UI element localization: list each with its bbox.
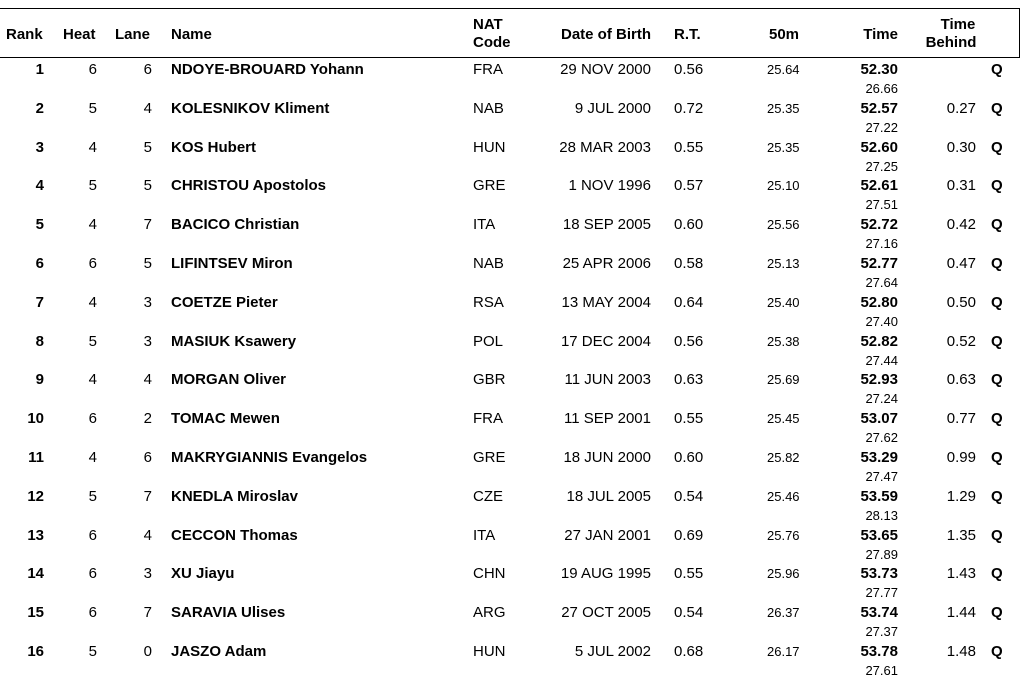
date-of-birth-cell: 18 JUN 2000	[563, 448, 651, 466]
lane-cell: 5	[143, 138, 152, 156]
table-row	[0, 368, 1020, 407]
rank-cell: 15	[27, 604, 44, 622]
date-of-birth-cell: 17 DEC 2004	[560, 332, 651, 350]
lane-cell: 4	[143, 526, 152, 544]
split-50m-cell: 25.13	[767, 255, 800, 271]
results-table-body	[0, 58, 1020, 679]
athlete-name-cell: MASIUK Ksawery	[171, 332, 297, 350]
split-50m-cell: 25.56	[767, 217, 800, 233]
lane-cell: 7	[143, 487, 152, 505]
final-time-cell: 53.78	[860, 642, 898, 660]
table-row	[0, 330, 1020, 369]
time-behind-cell: 0.47	[946, 254, 976, 272]
rank-cell: 3	[35, 138, 44, 156]
table-row	[0, 58, 1020, 97]
header-behind-line2: Behind	[925, 34, 977, 51]
qualified-mark: Q	[991, 99, 1003, 117]
second-split-cell: 27.77	[865, 585, 898, 601]
heat-cell: 5	[88, 332, 97, 350]
athlete-name-cell: NDOYE-BROUARD Yohann	[171, 61, 364, 78]
final-time-cell: 53.07	[860, 410, 898, 428]
final-time-cell: 53.29	[860, 448, 898, 466]
nat-code-cell: FRA	[473, 61, 503, 78]
header-behind-line1: Time	[940, 16, 976, 33]
reaction-time-cell: 0.68	[674, 642, 704, 660]
athlete-name-cell: KOS Hubert	[171, 138, 257, 156]
rank-cell: 16	[27, 642, 44, 660]
final-time-cell: 52.57	[860, 99, 898, 117]
final-time-cell: 52.77	[860, 254, 898, 272]
time-behind-cell: 1.43	[946, 565, 976, 583]
date-of-birth-cell: 28 MAR 2003	[559, 138, 651, 156]
reaction-time-cell: 0.63	[674, 371, 704, 389]
second-split-cell: 27.16	[865, 236, 898, 252]
athlete-name-cell: CHRISTOU Apostolos	[171, 177, 327, 195]
qualified-mark: Q	[991, 565, 1003, 583]
time-behind-cell: 1.44	[946, 604, 976, 622]
lane-cell: 6	[143, 61, 152, 78]
date-of-birth-cell: 18 SEP 2005	[562, 216, 651, 234]
qualified-mark: Q	[991, 293, 1003, 311]
rank-cell: 14	[27, 565, 44, 583]
qualified-mark: Q	[991, 371, 1003, 389]
split-50m-cell: 25.10	[767, 178, 800, 194]
athlete-name-cell: COETZE Pieter	[171, 293, 278, 311]
nat-code-cell: CZE	[473, 487, 503, 505]
table-row	[0, 446, 1020, 485]
heat-cell: 6	[88, 254, 97, 272]
final-time-cell: 53.74	[860, 604, 898, 622]
nat-code-cell: ITA	[473, 526, 496, 544]
heat-cell: 6	[88, 410, 97, 428]
table-row	[0, 601, 1020, 640]
lane-cell: 2	[143, 410, 152, 428]
athlete-name-cell: TOMAC Mewen	[171, 410, 280, 428]
second-split-cell: 27.62	[865, 430, 898, 446]
header-date-of-birth: Date of Birth	[561, 26, 651, 43]
nat-code-cell: RSA	[473, 293, 504, 311]
lane-cell: 5	[143, 254, 152, 272]
athlete-name-cell: JASZO Adam	[171, 642, 267, 660]
lane-cell: 4	[143, 99, 152, 117]
qualified-mark: Q	[991, 448, 1003, 466]
heat-cell: 6	[88, 604, 97, 622]
reaction-time-cell: 0.69	[674, 526, 704, 544]
header-reaction-time: R.T.	[674, 26, 701, 43]
lane-cell: 7	[143, 216, 152, 234]
heat-cell: 5	[88, 642, 97, 660]
final-time-cell: 52.30	[860, 61, 898, 78]
second-split-cell: 27.61	[865, 662, 898, 678]
athlete-name-cell: MAKRYGIANNIS Evangelos	[171, 448, 368, 466]
rank-cell: 11	[28, 448, 44, 466]
heat-cell: 5	[88, 99, 97, 117]
split-50m-cell: 25.38	[767, 333, 800, 349]
heat-cell: 4	[88, 138, 97, 156]
heat-cell: 4	[88, 371, 97, 389]
time-behind-cell: 0.77	[946, 410, 976, 428]
rank-cell: 2	[35, 99, 44, 117]
rank-cell: 13	[27, 526, 44, 544]
second-split-cell: 27.24	[865, 391, 898, 407]
date-of-birth-cell: 19 AUG 1995	[560, 565, 651, 583]
table-row	[0, 291, 1020, 330]
table-row	[0, 252, 1020, 291]
final-time-cell: 52.82	[860, 332, 898, 350]
final-time-cell: 52.93	[860, 371, 898, 389]
final-time-cell: 53.73	[860, 565, 898, 583]
split-50m-cell: 26.37	[767, 605, 800, 621]
lane-cell: 6	[143, 448, 152, 466]
reaction-time-cell: 0.54	[674, 604, 704, 622]
header-nat-line2: Code	[473, 34, 511, 51]
athlete-name-cell: MORGAN Oliver	[171, 371, 287, 389]
lane-cell: 0	[143, 642, 152, 660]
reaction-time-cell: 0.57	[674, 177, 704, 195]
qualified-mark: Q	[991, 604, 1003, 622]
heat-cell: 5	[88, 177, 97, 195]
heat-cell: 5	[88, 487, 97, 505]
split-50m-cell: 25.35	[767, 139, 800, 155]
split-50m-cell: 25.76	[767, 527, 800, 543]
nat-code-cell: GBR	[473, 371, 506, 389]
time-behind-cell: 0.42	[946, 216, 976, 234]
table-row	[0, 174, 1020, 213]
qualified-mark: Q	[991, 332, 1003, 350]
reaction-time-cell: 0.60	[674, 448, 704, 466]
rank-cell: 10	[27, 410, 44, 428]
time-behind-cell: 0.27	[946, 99, 976, 117]
heat-cell: 4	[88, 216, 97, 234]
date-of-birth-cell: 9 JUL 2000	[574, 99, 651, 117]
header-rank: Rank	[6, 26, 43, 43]
time-behind-cell: 1.48	[946, 642, 976, 660]
nat-code-cell: NAB	[473, 254, 504, 272]
reaction-time-cell: 0.55	[674, 565, 704, 583]
second-split-cell: 27.37	[865, 624, 898, 640]
header-nat-line1: NAT	[473, 16, 503, 33]
qualified-mark: Q	[991, 642, 1003, 660]
reaction-time-cell: 0.56	[674, 332, 704, 350]
table-row	[0, 407, 1020, 446]
rank-cell: 7	[35, 293, 44, 311]
rank-cell: 12	[27, 487, 44, 505]
reaction-time-cell: 0.55	[674, 138, 704, 156]
time-behind-cell: 0.50	[946, 293, 976, 311]
reaction-time-cell: 0.54	[674, 487, 704, 505]
time-behind-cell: 0.30	[946, 138, 976, 156]
lane-cell: 3	[143, 565, 152, 583]
reaction-time-cell: 0.56	[674, 61, 704, 78]
lane-cell: 5	[143, 177, 152, 195]
final-time-cell: 52.61	[860, 177, 898, 195]
second-split-cell: 27.22	[865, 119, 898, 135]
nat-code-cell: GRE	[473, 448, 506, 466]
date-of-birth-cell: 11 JUN 2003	[564, 371, 651, 389]
nat-code-cell: POL	[473, 332, 504, 350]
second-split-cell: 27.44	[865, 352, 898, 368]
table-row	[0, 97, 1020, 136]
reaction-time-cell: 0.72	[674, 99, 704, 117]
athlete-name-cell: KOLESNIKOV Kliment	[171, 99, 330, 117]
reaction-time-cell: 0.58	[674, 254, 704, 272]
nat-code-cell: ITA	[473, 216, 496, 234]
lane-cell: 4	[143, 371, 152, 389]
qualified-mark: Q	[991, 216, 1003, 234]
final-time-cell: 53.59	[860, 487, 898, 505]
table-row	[0, 562, 1020, 601]
split-50m-cell: 25.69	[767, 372, 800, 388]
athlete-name-cell: BACICO Christian	[171, 216, 300, 234]
qualified-mark: Q	[991, 526, 1003, 544]
header-name: Name	[171, 26, 212, 43]
date-of-birth-cell: 13 MAY 2004	[561, 293, 651, 311]
table-row	[0, 640, 1020, 679]
split-50m-cell: 25.82	[767, 449, 800, 465]
header-50m-split: 50m	[769, 26, 800, 43]
qualified-mark: Q	[991, 487, 1003, 505]
lane-cell: 3	[143, 293, 152, 311]
time-behind-cell: 1.35	[946, 526, 976, 544]
split-50m-cell: 25.96	[767, 566, 800, 582]
athlete-name-cell: LIFINTSEV Miron	[171, 254, 293, 272]
nat-code-cell: GRE	[473, 177, 506, 195]
second-split-cell: 27.40	[865, 313, 898, 329]
rank-cell: 5	[35, 216, 44, 234]
table-row	[0, 485, 1020, 524]
split-50m-cell: 25.35	[767, 100, 800, 116]
heat-cell: 4	[88, 448, 97, 466]
date-of-birth-cell: 5 JUL 2002	[574, 642, 651, 660]
reaction-time-cell: 0.64	[674, 293, 704, 311]
time-behind-cell: 0.52	[946, 332, 976, 350]
second-split-cell: 26.66	[865, 81, 898, 96]
date-of-birth-cell: 25 APR 2006	[562, 254, 651, 272]
qualified-mark: Q	[991, 138, 1003, 156]
time-behind-cell: 0.31	[946, 177, 976, 195]
split-50m-cell: 25.46	[767, 488, 800, 504]
split-50m-cell: 25.45	[767, 411, 800, 427]
final-time-cell: 52.80	[860, 293, 898, 311]
lane-cell: 7	[143, 604, 152, 622]
lane-cell: 3	[143, 332, 152, 350]
date-of-birth-cell: 29 NOV 2000	[560, 61, 651, 78]
reaction-time-cell: 0.60	[674, 216, 704, 234]
date-of-birth-cell: 1 NOV 1996	[568, 177, 651, 195]
time-behind-cell: 0.63	[946, 371, 976, 389]
second-split-cell: 27.51	[865, 197, 898, 213]
qualified-mark: Q	[991, 254, 1003, 272]
split-50m-cell: 25.64	[767, 62, 800, 77]
final-time-cell: 52.72	[860, 216, 898, 234]
table-row	[0, 524, 1020, 563]
heat-cell: 6	[88, 565, 97, 583]
final-time-cell: 52.60	[860, 138, 898, 156]
second-split-cell: 28.13	[865, 507, 898, 523]
header-heat: Heat	[63, 26, 96, 43]
athlete-name-cell: CECCON Thomas	[171, 526, 298, 544]
time-behind-cell: 1.29	[946, 487, 976, 505]
heat-cell: 6	[88, 526, 97, 544]
time-behind-cell: 0.99	[946, 448, 976, 466]
second-split-cell: 27.47	[865, 468, 898, 484]
second-split-cell: 27.64	[865, 274, 898, 290]
table-row	[0, 136, 1020, 175]
final-time-cell: 53.65	[860, 526, 898, 544]
rank-cell: 1	[35, 61, 44, 78]
qualified-mark: Q	[991, 61, 1003, 78]
rank-cell: 8	[35, 332, 44, 350]
athlete-name-cell: SARAVIA Ulises	[171, 604, 286, 622]
heat-cell: 6	[88, 61, 97, 78]
header-lane: Lane	[115, 26, 151, 43]
date-of-birth-cell: 27 JAN 2001	[564, 526, 651, 544]
date-of-birth-cell: 18 JUL 2005	[566, 487, 651, 505]
date-of-birth-cell: 11 SEP 2001	[563, 410, 651, 428]
rank-cell: 6	[35, 254, 44, 272]
split-50m-cell: 26.17	[767, 643, 800, 659]
results-table-header	[0, 8, 1020, 58]
table-row	[0, 213, 1020, 252]
nat-code-cell: NAB	[473, 99, 504, 117]
heat-cell: 4	[88, 293, 97, 311]
date-of-birth-cell: 27 OCT 2005	[561, 604, 651, 622]
rank-cell: 9	[35, 371, 44, 389]
second-split-cell: 27.89	[865, 546, 898, 562]
second-split-cell: 27.25	[865, 158, 898, 174]
athlete-name-cell: XU Jiayu	[171, 565, 235, 583]
qualified-mark: Q	[991, 177, 1003, 195]
split-50m-cell: 25.40	[767, 294, 800, 310]
nat-code-cell: FRA	[473, 410, 503, 428]
reaction-time-cell: 0.55	[674, 410, 704, 428]
athlete-name-cell: KNEDLA Miroslav	[171, 487, 298, 505]
nat-code-cell: HUN	[473, 642, 506, 660]
rank-cell: 4	[35, 177, 44, 195]
qualified-mark: Q	[991, 410, 1003, 428]
header-time: Time	[863, 26, 898, 43]
nat-code-cell: HUN	[473, 138, 506, 156]
nat-code-cell: CHN	[473, 565, 506, 583]
nat-code-cell: ARG	[473, 604, 506, 622]
